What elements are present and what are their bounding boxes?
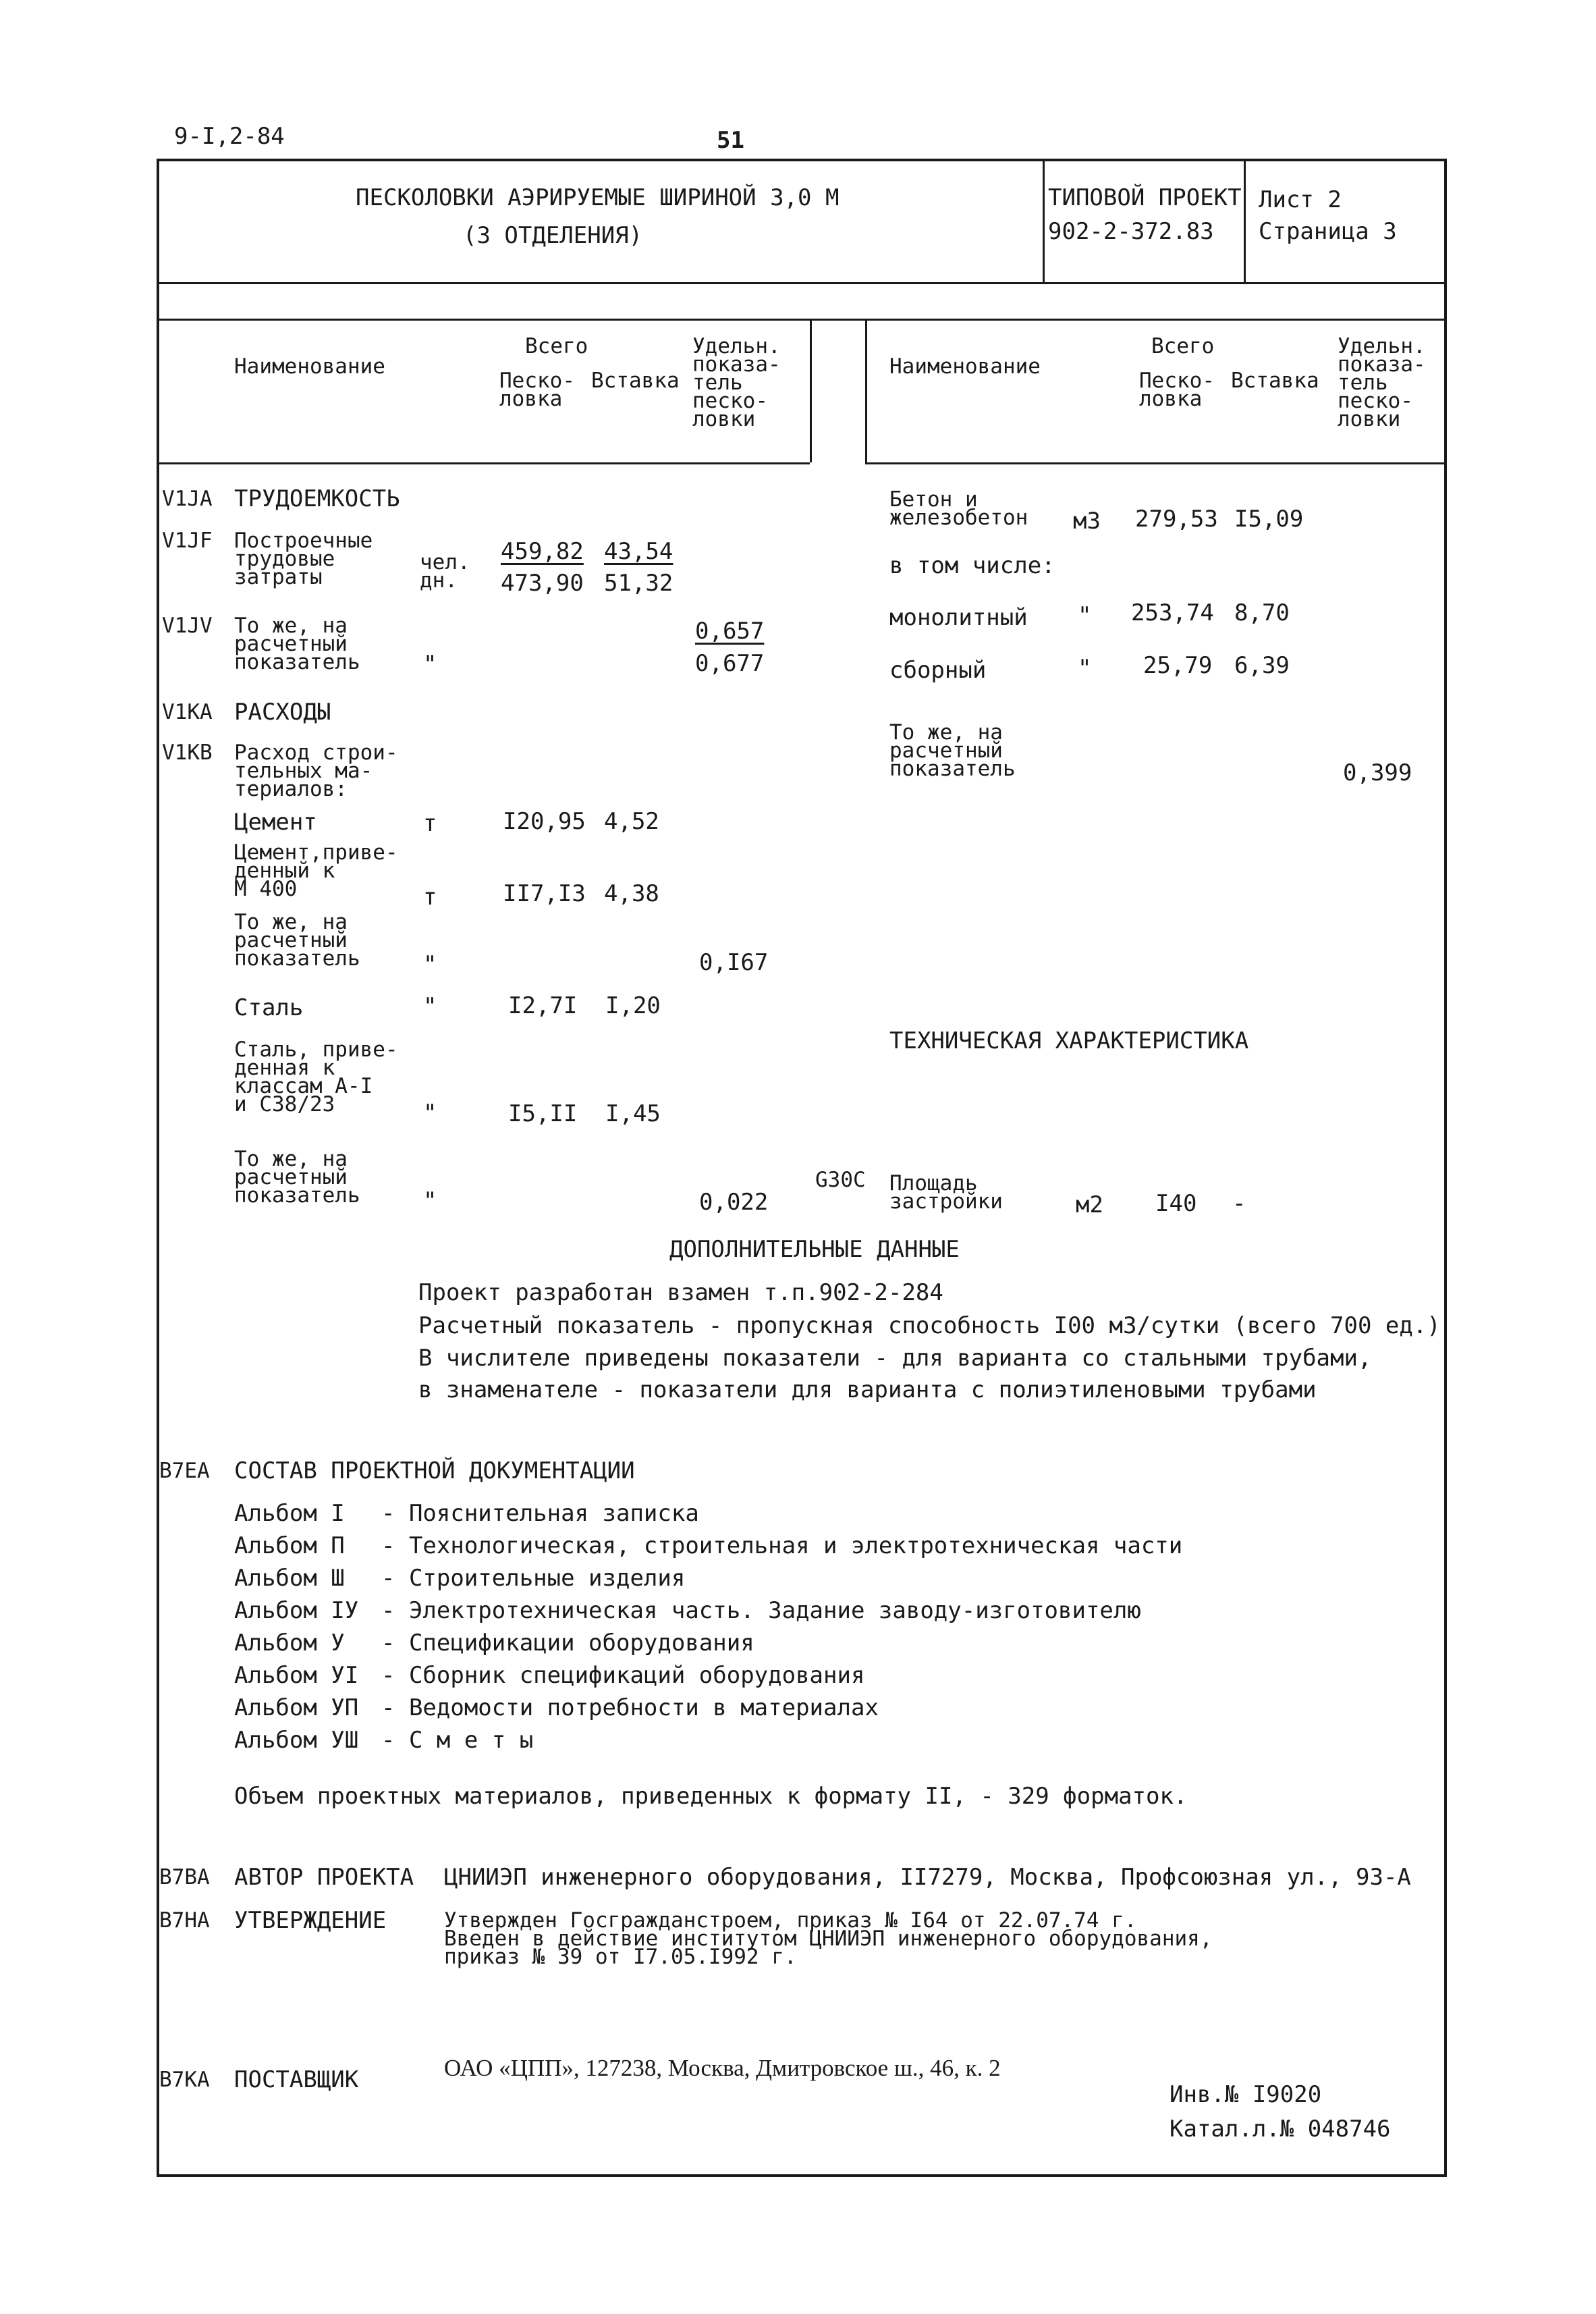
unit-prefab: " <box>1078 655 1092 682</box>
title-block-divider-1 <box>1043 159 1045 283</box>
catalog-sheet-number: Катал.л.№ 048746 <box>1170 2116 1391 2143</box>
title-block-bottom-line <box>157 282 1447 284</box>
col-header-name-left: Наименование <box>234 354 385 379</box>
prefab-sand: 25,79 <box>1143 652 1213 679</box>
unit-cement: т <box>423 810 437 837</box>
cement-specific: 0,I67 <box>699 949 769 976</box>
code-v1ja: V1JA <box>162 487 213 511</box>
unit-cement-m400: т <box>423 884 437 911</box>
album-desc: - Электротехническая часть. Задание заводу-изготовителю <box>381 1597 1141 1624</box>
monolithic-sand: 253,74 <box>1131 599 1214 626</box>
steel-class-sand: I5,II <box>508 1100 578 1127</box>
title-block-divider-2 <box>1244 159 1246 283</box>
code-b7ba: B7BA <box>159 1865 210 1889</box>
area-sand: I40 <box>1155 1190 1197 1217</box>
additional-line-1: Проект разработан взамен т.п.902-2-284 <box>418 1279 943 1306</box>
labor-insert-denominator: 51,32 <box>604 570 673 597</box>
album-desc: - Строительные изделия <box>381 1565 686 1592</box>
labor-sand-numerator: 459,82 <box>501 538 584 565</box>
code-v1ka: V1KA <box>162 700 213 724</box>
label-steel-per-unit: То же, на расчетный показатель <box>234 1147 360 1208</box>
album-name: Альбом У <box>234 1630 345 1657</box>
prefab-insert: 6,39 <box>1234 652 1290 679</box>
unit-area: м2 <box>1076 1191 1103 1218</box>
album-desc: - Ведомости потребности в материалах <box>381 1694 879 1721</box>
page-number: 51 <box>717 127 744 154</box>
album-name: Альбом IУ <box>234 1597 359 1624</box>
additional-line-4: в знаменателе - показатели для варианта с полиэтиленовыми трубами <box>418 1376 1317 1403</box>
label-concrete-per-unit: То же, на расчетный показатель <box>889 720 1016 781</box>
unit-concrete: м3 <box>1073 508 1101 535</box>
unit-ditto: " <box>423 651 437 678</box>
area-insert: - <box>1232 1190 1246 1217</box>
label-labor-per-unit: То же, на расчетный показатель <box>234 614 360 674</box>
cement-insert: 4,52 <box>604 808 659 835</box>
unit-person-days: чел. дн. <box>420 550 470 593</box>
composition-heading: СОСТАВ ПРОЕКТНОЙ ДОКУМЕНТАЦИИ <box>234 1457 635 1484</box>
label-prefab: сборный <box>889 657 987 684</box>
unit-steel: " <box>423 993 437 1020</box>
concrete-specific: 0,399 <box>1343 759 1412 786</box>
label-materials: Расход строи- тельных ма- териалов: <box>234 741 398 801</box>
col-header-insert-left: Вставка <box>591 369 680 393</box>
album-name: Альбом УШ <box>234 1727 359 1754</box>
cement-m400-insert: 4,38 <box>604 880 659 907</box>
label-steel-class: Сталь, приве- денная к классам А-I и С38/23 <box>234 1038 398 1116</box>
album-name: Альбом Ш <box>234 1565 345 1592</box>
album-desc: - Технологическая, строительная и электротехническая части <box>381 1532 1183 1559</box>
col-header-total-left: Всего <box>525 334 588 358</box>
code-b7ea: B7EA <box>159 1459 210 1483</box>
label-building-area: Площадь застройки <box>889 1171 1003 1214</box>
col-header-sand-left: Песко- ловка <box>499 369 575 411</box>
additional-data-heading: ДОПОЛНИТЕЛЬНЫЕ ДАННЫЕ <box>669 1236 960 1263</box>
label-cement-per-unit: То же, на расчетный показатель <box>234 910 360 971</box>
volume-statement: Объем проектных материалов, приведенных к формату II, - 329 форматок. <box>234 1783 1188 1810</box>
author-text: ЦНИИЭП инженерного оборудования, II7279, Москва, Профсоюзная ул., 93-А <box>444 1864 1411 1891</box>
table-top-line <box>157 319 1447 321</box>
album-desc: - Сборник спецификаций оборудования <box>381 1662 865 1689</box>
label-steel: Сталь <box>234 994 304 1021</box>
code-v1jv: V1JV <box>162 614 213 638</box>
steel-class-insert: I,45 <box>605 1100 661 1127</box>
labor-sand-denominator: 473,90 <box>501 570 584 597</box>
label-cement: Цемент <box>234 809 317 836</box>
monolithic-insert: 8,70 <box>1234 599 1290 626</box>
unit-steel-per-unit: " <box>423 1187 437 1214</box>
album-name: Альбом I <box>234 1500 345 1527</box>
album-name: Альбом УП <box>234 1694 359 1721</box>
additional-line-2: Расчетный показатель - пропускная способность I00 м3/сутки (всего 700 ед.) <box>418 1312 1441 1339</box>
labor-specific-denominator: 0,677 <box>695 650 765 677</box>
col-header-specific-right: Удельн. показа- тель песко- ловки <box>1338 334 1426 431</box>
code-v1kb: V1KB <box>162 741 213 765</box>
sheet-number: Лист 2 <box>1259 186 1342 213</box>
page-label: Страница 3 <box>1259 218 1397 245</box>
right-header-left-line <box>865 319 867 462</box>
supplier-label: ПОСТАВЩИК <box>234 2066 359 2093</box>
steel-sand: I2,7I <box>508 992 578 1019</box>
document-title: ПЕСКОЛОВКИ АЭРИРУЕМЫЕ ШИРИНОЙ 3,0 М <box>356 184 840 211</box>
steel-specific: 0,022 <box>699 1189 769 1216</box>
cement-m400-sand: II7,I3 <box>503 880 586 907</box>
col-header-sand-right: Песко- ловка <box>1139 369 1215 411</box>
album-name: Альбом П <box>234 1532 345 1559</box>
code-b7ha: B7HA <box>159 1908 210 1933</box>
concrete-sand: 279,53 <box>1135 506 1218 533</box>
additional-line-3: В числителе приведены показатели - для варианта со стальными трубами, <box>418 1345 1372 1372</box>
labor-heading: ТРУДОЕМКОСТЬ <box>234 485 400 512</box>
inventory-number: Инв.№ I9020 <box>1170 2081 1322 2108</box>
supplier-text: ОАО «ЦПП», 127238, Москва, Дмитровское ш., 46, к. 2 <box>444 2055 1001 2081</box>
cement-sand: I20,95 <box>503 808 586 835</box>
approval-text: Утвержден Госгражданстроем, приказ № I64 от 22.07.74 г. Введен в действие институтом ЦНИИЭП инженерного оборудования, приказ № 39 от I7.05.I992 г. <box>444 1908 1213 1969</box>
approval-label: УТВЕРЖДЕНИЕ <box>234 1907 387 1934</box>
author-label: АВТОР ПРОЕКТА <box>234 1864 414 1891</box>
album-desc: - Пояснительная записка <box>381 1500 699 1527</box>
labor-specific-numerator: 0,657 <box>695 618 765 645</box>
album-desc: - С м е т ы <box>381 1727 534 1754</box>
project-type: ТИПОВОЙ ПРОЕКТ <box>1048 184 1242 211</box>
label-concrete: Бетон и железобетон <box>889 487 1028 530</box>
col-header-total-right: Всего <box>1151 334 1215 358</box>
left-header-bottom-line <box>157 462 810 464</box>
code-v1jf: V1JF <box>162 529 213 553</box>
unit-cement-per-unit: " <box>423 951 437 978</box>
album-name: Альбом УI <box>234 1662 359 1689</box>
label-construction-labor: Построечные трудовые затраты <box>234 529 373 589</box>
document-subtitle: (3 ОТДЕЛЕНИЯ) <box>463 222 643 249</box>
concrete-insert: I5,09 <box>1234 506 1304 533</box>
label-including: в том числе: <box>889 552 1055 579</box>
unit-steel-class: " <box>423 1100 437 1127</box>
expenses-heading: РАСХОДЫ <box>234 699 331 726</box>
label-monolithic: монолитный <box>889 604 1028 631</box>
album-desc: - Спецификации оборудования <box>381 1630 754 1657</box>
code-g30c: G30C <box>815 1168 866 1192</box>
code-b7ka: B7KA <box>159 2068 210 2092</box>
tech-characteristics-heading: ТЕХНИЧЕСКАЯ ХАРАКТЕРИСТИКА <box>889 1027 1249 1054</box>
col-header-specific-left: Удельн. показа- тель песко- ловки <box>692 334 781 431</box>
doc-code: 9-I,2-84 <box>174 123 285 150</box>
col-header-name-right: Наименование <box>889 354 1041 379</box>
unit-monolithic: " <box>1078 602 1092 629</box>
left-header-right-line <box>810 319 812 462</box>
project-number: 902-2-372.83 <box>1048 218 1214 245</box>
col-header-insert-right: Вставка <box>1231 369 1319 393</box>
steel-insert: I,20 <box>605 992 661 1019</box>
labor-insert-numerator: 43,54 <box>604 538 673 565</box>
label-cement-m400: Цемент,приве- денный к М 400 <box>234 840 398 901</box>
right-header-bottom-line <box>865 462 1447 464</box>
